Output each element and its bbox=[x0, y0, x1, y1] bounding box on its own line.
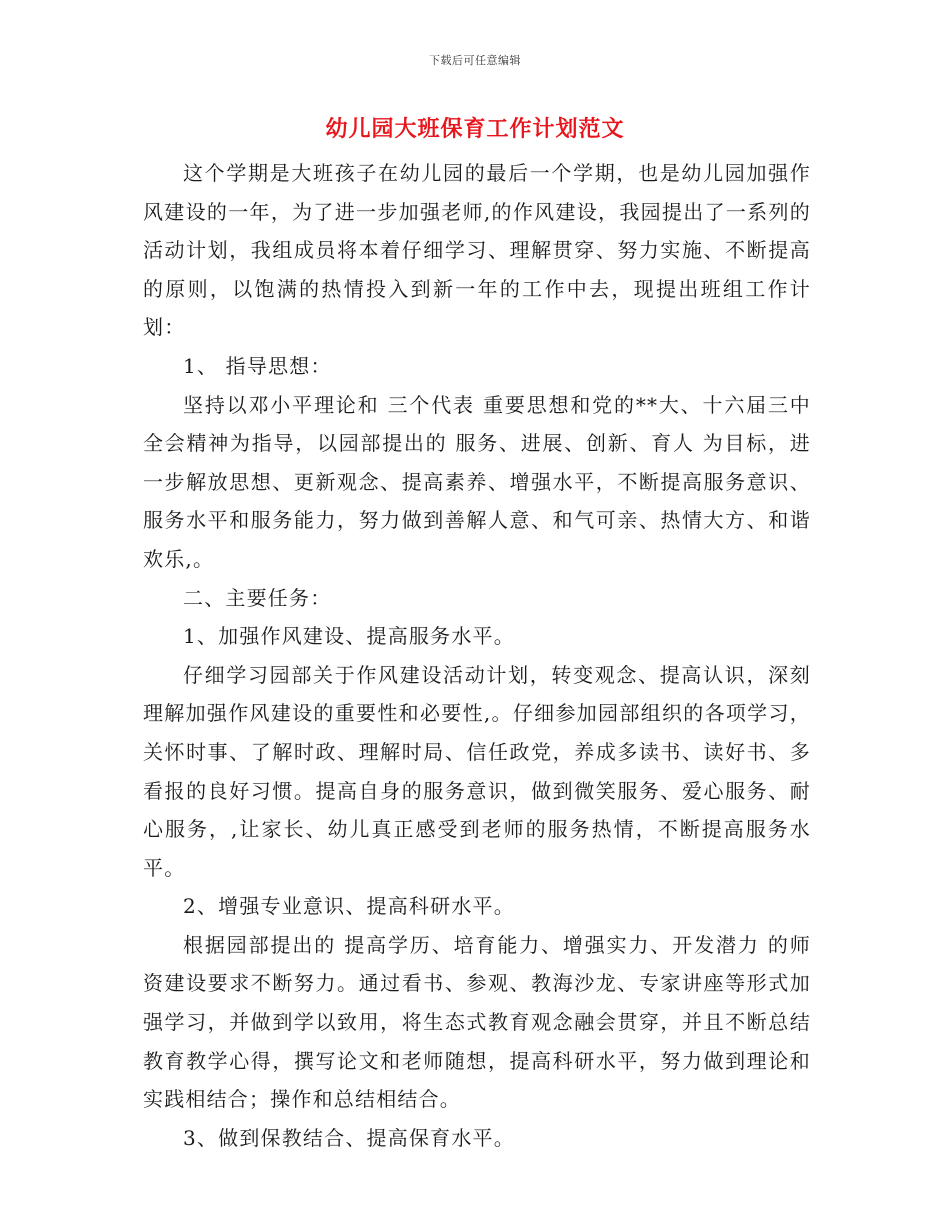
document-title: 幼儿园大班保育工作计划范文 bbox=[325, 116, 625, 142]
section-heading-main-tasks: 二、主要任务： bbox=[183, 585, 332, 610]
task-1-paragraph: 仔细学习园部关于作风建设活动计划，转变观念、提高认识，深刻理解加强作风建设的重要性和必要性,。仔细参加园部组织的各项学习，关怀时事、了解时政、理解时局、信任政党，养成多读书、读好书、多看报的良好习惯。提高自身的服务意识，做到微笑服务、爱心服务、耐心服务，,让家长、幼儿真正感受到老师的服务热情，不断提高服务水平。 bbox=[143, 662, 811, 880]
task-heading-3: 3、做到保教结合、提高保育水平。 bbox=[183, 1125, 515, 1150]
guiding-ideology-paragraph: 坚持以邓小平理论和 三个代表 重要思想和党的**大、十六届三中全会精神为指导，以园部提出的 服务、进展、创新、育人 为目标，进一步解放思想、更新观念、提高素养、增强水平，不断提高服务意识、服务水平和服务能力，努力做到善解人意、和气可亲、热情大方、和谐欢乐,。 bbox=[143, 392, 811, 571]
section-heading-guiding-ideology: 1、 指导思想： bbox=[183, 353, 332, 378]
document-body bbox=[143, 154, 811, 1157]
task-heading-2: 2、增强专业意识、提高科研水平。 bbox=[183, 894, 515, 919]
task-heading-1: 1、加强作风建设、提高服务水平。 bbox=[183, 624, 515, 649]
page-header-note: 下载后可任意编辑 bbox=[429, 54, 521, 67]
task-2-paragraph: 根据园部提出的 提高学历、培育能力、增强实力、开发潜力 的师资建设要求不断努力。通过看书、参观、教海沙龙、专家讲座等形式加强学习，并做到学以致用，将生态式教育观念融会贯穿，并且不断总结教育教学心得，撰写论文和老师随想，提高科研水平，努力做到理论和实践相结合；操作和总结相结合。 bbox=[143, 932, 811, 1112]
intro-paragraph: 这个学期是大班孩子在幼儿园的最后一个学期，也是幼儿园加强作风建设的一年，为了进一步加强老师,的作风建设，我园提出了一系列的活动计划，我组成员将本着仔细学习、理解贯穿、努力实施、不断提高的原则，以饱满的热情投入到新一年的工作中去，现提出班组工作计划： bbox=[143, 161, 811, 340]
